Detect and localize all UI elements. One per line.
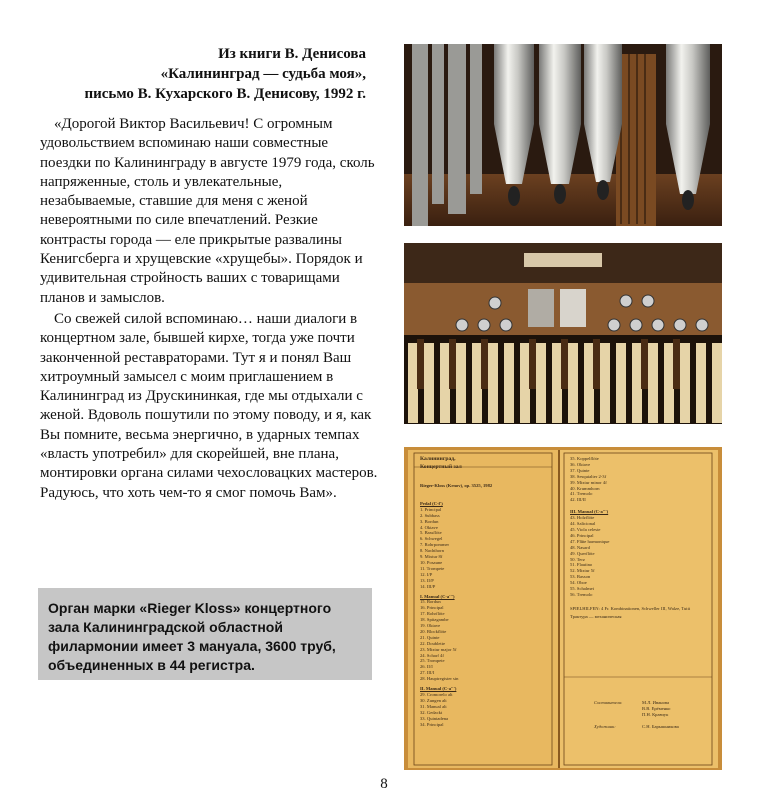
stoplist-item: 25. Trompete <box>420 658 445 664</box>
stoplist-item: 38. Sesquialter 2-3f <box>570 473 607 479</box>
source-line-1: Из книги В. Денисова <box>218 46 366 62</box>
stoplist-item: 50. Terz <box>570 556 585 562</box>
stoplist-heading-1: Калининград, <box>420 456 456 462</box>
stoplist-item: 51. Flautino <box>570 562 593 568</box>
stoplist-item: 32. Gedackt <box>420 709 443 715</box>
stoplist-pedal-title: Pedal (C-f') <box>420 500 443 506</box>
source-heading <box>40 44 366 104</box>
stoplist-item: 28. Hauptregister sin <box>420 676 459 682</box>
stoplist-item: 36. Oktave <box>570 461 591 467</box>
stoplist-item: 14. III/P <box>420 583 436 589</box>
stoplist-item: 42. III/II <box>570 497 586 503</box>
stoplist-item: 18. Spitzgambe <box>420 617 449 623</box>
stoplist-item: 47. Flûte harmonique <box>570 538 610 544</box>
stoplist-item: 1. Principal <box>420 506 442 512</box>
stoplist-item: 5. Bassflöte <box>420 530 442 536</box>
stoplist-item: 17. Rohrflöte <box>420 611 445 617</box>
stoplist-item: 9. Mixtur 8f <box>420 554 443 560</box>
stoplist-pedal-list <box>420 507 550 590</box>
organ-pipes-photo <box>404 44 722 226</box>
stoplist-manual1-list <box>420 599 550 682</box>
stoplist-right-top-list <box>570 456 710 503</box>
stoplist-item: 27. III/I <box>420 670 435 676</box>
letter-paragraph-2 <box>40 310 380 503</box>
organ-console-photo <box>404 243 722 424</box>
stoplist-left-column <box>420 456 550 727</box>
credits-label-artist: Художник: <box>594 723 616 729</box>
stoplist-spielhilfen: SPIELHILFEN: 4 Fr. Kombinationen, Schweller III, Walze, Tutti <box>570 605 691 611</box>
stoplist-manual2-list <box>420 692 550 727</box>
stoplist-item: 30. Zungen alt <box>420 697 447 703</box>
stoplist-item: 6. Schwegel <box>420 536 443 542</box>
page-number: 8 <box>380 776 388 792</box>
stoplist-heading-2: Концертный зал <box>420 463 462 470</box>
organ-info-box <box>38 588 372 680</box>
stoplist-item: 43. Holzflöte <box>570 515 595 521</box>
stoplist-item: 46. Principal <box>570 532 594 538</box>
stoplist-item: 40. Krummhorn <box>570 485 600 491</box>
stoplist-builder: Rieger-Kloss (Krnov), op. 3525, 1982 <box>420 483 493 488</box>
stoplist-item: 2. Subbass <box>420 512 440 518</box>
organ-stoplist-photo <box>404 447 722 770</box>
stoplist-manual3-title: III. Manual (C-a''') <box>570 509 609 515</box>
stoplist-item: 24. Scharf 4f <box>420 652 444 658</box>
credits-label-compilers: Составители: <box>594 700 623 705</box>
stoplist-item: 19. Oktave <box>420 623 441 629</box>
organ-console-illustration <box>404 243 722 424</box>
credits-name-4: С.Н. Барышникова <box>642 723 679 729</box>
stoplist-item: 16. Principal <box>420 605 444 611</box>
stoplist-item: 8. Nachthorn <box>420 548 444 554</box>
stoplist-credits <box>594 700 714 730</box>
stoplist-item: 41. Tremolo <box>570 491 593 497</box>
stoplist-item: 54. Oboe <box>570 580 587 586</box>
stoplist-item: 29. Cromorelo alt <box>420 692 453 697</box>
stoplist-item: 7. Rohrpommer <box>420 542 450 548</box>
stoplist-item: 3. Bordun <box>420 518 439 524</box>
stoplist-manual3-list <box>570 515 710 598</box>
credits-name-2: В.В. Ерёменко <box>642 705 671 711</box>
credits-name-3: П.Н. Кравчук <box>642 711 669 717</box>
stoplist-item: 12. I/P <box>420 571 433 577</box>
stoplist-item: 21. Quinte <box>420 634 440 640</box>
stoplist-item: 53. Basson <box>570 574 591 580</box>
stoplist-item: 33. Quintadena <box>420 715 449 721</box>
stoplist-manual2-title: II. Manual (C-a''') <box>420 686 457 692</box>
source-line-2: «Калининград — судьба моя», <box>160 66 366 82</box>
stoplist-item: 56. Tremolo <box>570 591 593 597</box>
stoplist-item: 10. Posaune <box>420 559 443 565</box>
letter-paragraph-1 <box>40 115 380 308</box>
stoplist-item: 13. II/P <box>420 577 434 583</box>
letter-paragraph-1-text: «Дорогой Виктор Васильевич! С огромным удовольствием вспоминаю наши совместные поездки по Калининграду в августе 1979 года, сколь напряженные, столь и увлекательные, незабываемые, ставшие для меня с женой невероятными по силе впечатлений. Резкие контрасты города — еле прикрытые развалины Кенигсберга и хрущевские «хрущебы». Порядок и удивительная стройность ваших с товарищами планов и замыслов. <box>40 116 375 306</box>
stoplist-item: 45. Viola celeste <box>570 526 601 532</box>
stoplist-item: 39. Mixtur minor 4f <box>570 479 607 485</box>
stoplist-item: 4. Oktave <box>420 524 438 530</box>
stoplist-item: 31. Manual alt <box>420 703 447 709</box>
stoplist-item: 23. Mixtur major 5f <box>420 646 457 652</box>
stoplist-item: 35. Koppelflöte <box>570 456 599 461</box>
stoplist-item: 15. Bordun <box>420 599 441 605</box>
credits-name-1: М.Л. Иванова <box>642 700 670 705</box>
stoplist-item: 37. Quinte <box>570 467 590 473</box>
stoplist-manual1-title: I. Manual (C-a''') <box>420 593 455 599</box>
stoplist-footer: Трактура — механическая <box>570 613 622 619</box>
stoplist-item: 34. Principal <box>420 721 444 727</box>
organ-info-text: Орган марки «Rieger Kloss» концертного зала Калининградской областной филармонии имеет 3 мануала, 3600 труб, объединенных в 44 регистра. <box>48 600 336 673</box>
stoplist-item: 52. Mixtur 5f <box>570 568 595 574</box>
stoplist-item: 11. Trompete <box>420 565 445 571</box>
source-line-3: письмо В. Кухарского В. Денисову, 1992 г. <box>84 86 366 102</box>
stoplist-item: 22. Doublette <box>420 640 446 646</box>
stoplist-item: 26. II/I <box>420 664 433 670</box>
organ-pipes-illustration <box>404 44 722 226</box>
letter-paragraph-2-text: Со свежей силой вспоминаю… наши диалоги в концертном зале, бывшей кирхе, тогда уже почти законченной реставраторами. Тут я и понял Ваш хитроумный замысел с моим приглашением в Калининград из Друскининкая, где мы отдыхали с женой. Вдоволь пошутили по этому поводу, и я, как Вы помните, весьма энергично, в ударных темпах «власть употребил» для скорейшей, вне плана, монтировки органа силами чехословацких мастеров. Радуюсь, что хоть чем-то я смог помочь Вам». <box>40 311 378 501</box>
stoplist-item: 49. Querflöte <box>570 550 595 556</box>
stoplist-item: 20. Blockflöte <box>420 628 447 634</box>
stoplist-item: 44. Salicional <box>570 521 596 527</box>
stoplist-item: 55. Schalmei <box>570 586 594 592</box>
stoplist-right-column <box>570 456 710 729</box>
stoplist-item: 48. Nasard <box>570 544 590 550</box>
